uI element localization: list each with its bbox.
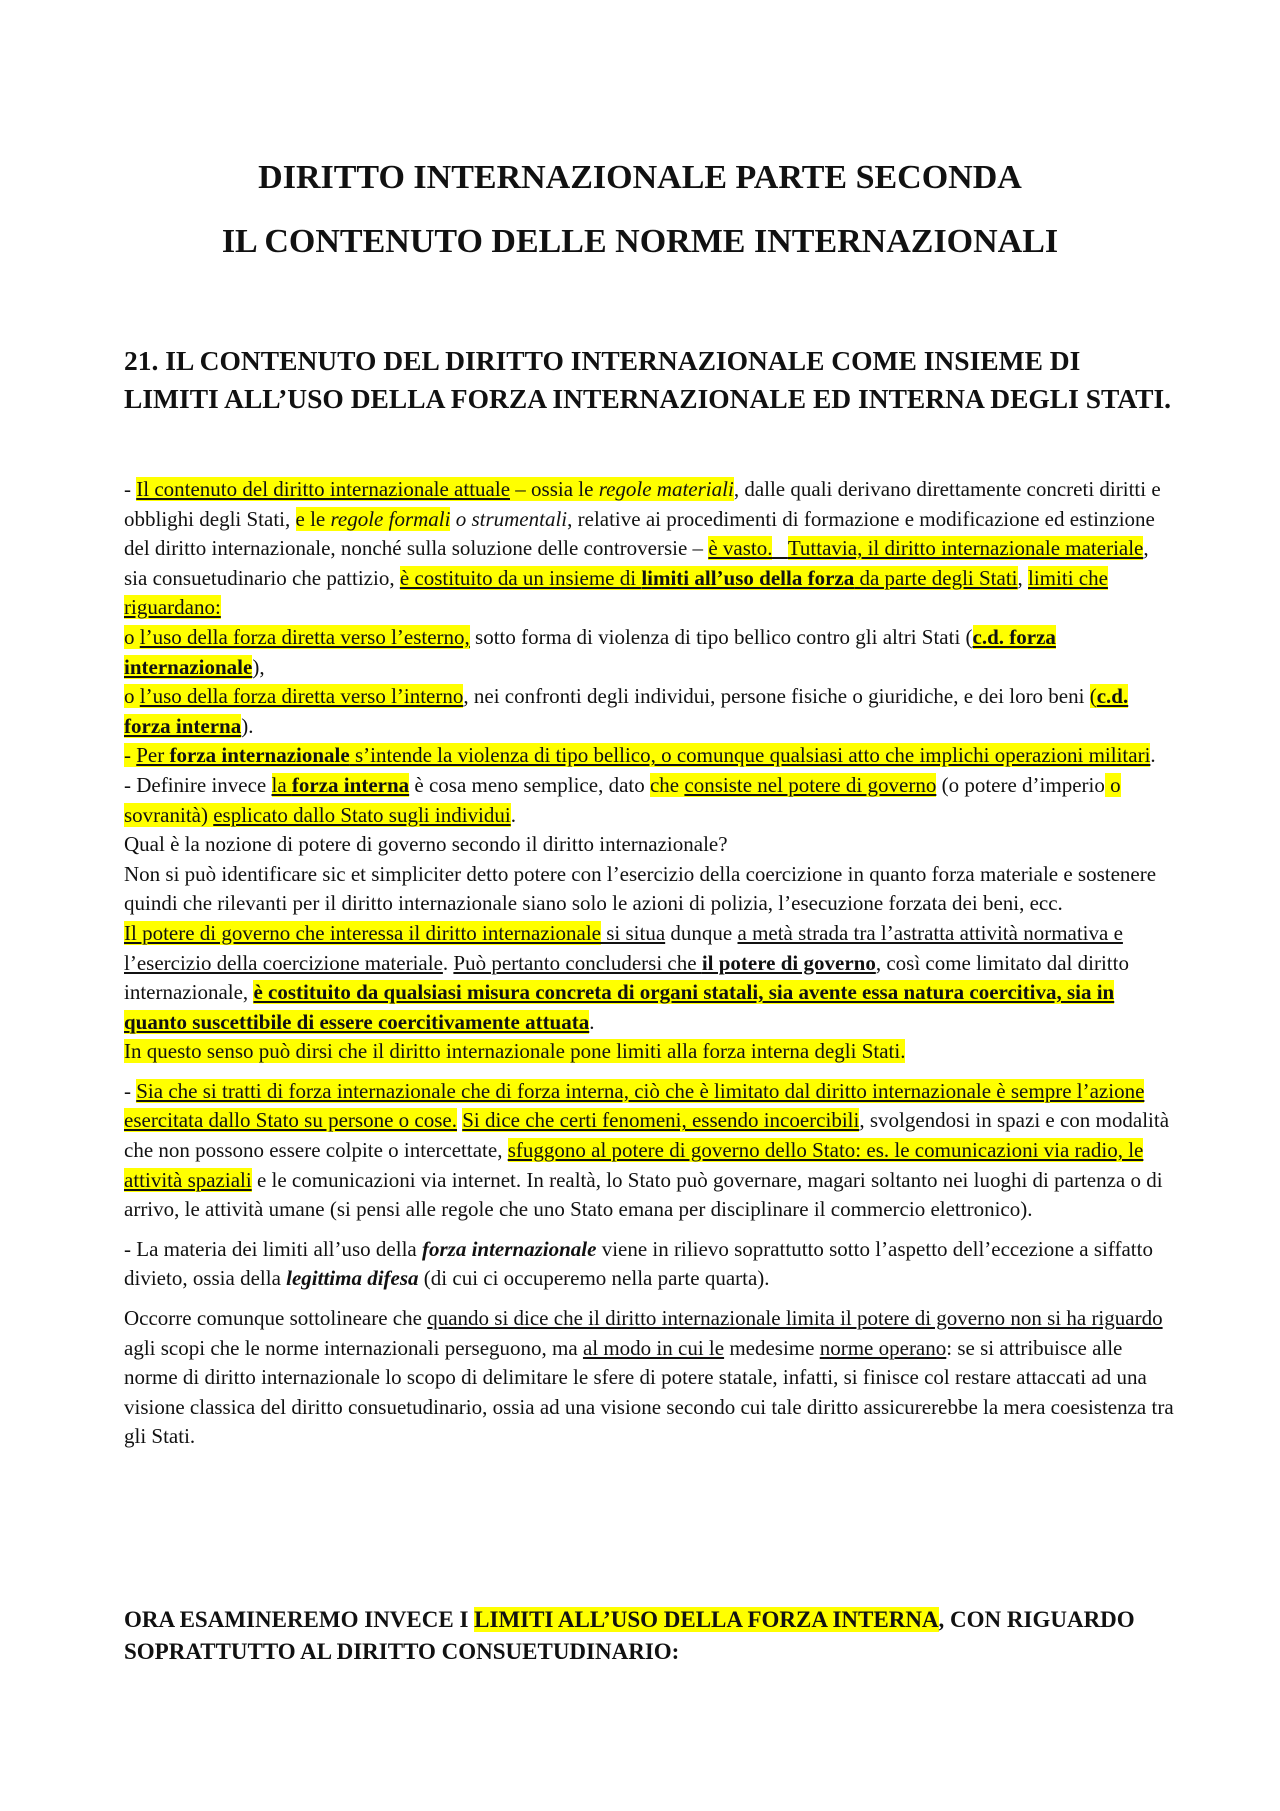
document-title: DIRITTO INTERNAZIONALE PARTE SECONDA <box>258 159 1022 196</box>
document-subtitle: IL CONTENUTO DELLE NORME INTERNAZIONALI <box>221 223 1059 260</box>
closing-heading: ORA ESAMINEREMO INVECE I LIMITI ALL’USO DELLA FORZA INTERNA, CON RIGUARDO SOPRATTUTTO AL DIRITTO CONSUETUDINARIO: <box>124 1607 1135 1664</box>
document-body <box>124 475 1174 1452</box>
paragraph-limits-action: - Sia che si tratti di forza internazionale che di forza interna, ciò che è limitato dal diritto internazionale è sempre l’azione esercitata dallo Stato su persone o cose. Si dice che certi fenomeni, essendo incoercibili, svolgendosi in spazi e con modalità che non possono essere colpite o intercettate, sfuggono al potere di governo dello Stato: es. le comunicazioni via radio, le attività spaziali e le comunicazioni via internet. In realtà, lo Stato può governare, magari soltanto nei luoghi di partenza o di arrivo, le attività umane (si pensi alle regole che uno Stato emana per disciplinare il commercio elettronico). <box>124 1078 1170 1222</box>
paragraph-governing-power: Il potere di governo che interessa il diritto internazionale si situa dunque a metà strada tra l’astratta attività normativa e l’esercizio della coercizione materiale. Può pertanto concludersi che il potere di governo, così come limitato dal diritto internazionale, è costituito da qualsiasi misura concreta di organi statali, sia avente essa natura coercitiva, sia in quanto suscettibile di essere coercitivamente attuata. <box>124 920 1129 1034</box>
paragraph-purposes: Occorre comunque sottolineare che quando si dice che il diritto internazionale limita il potere di governo non si ha riguardo agli scopi che le norme internazionali perseguono, ma al modo in cui le medesime norme operano: se si attribuisce alle norme di diritto internazionale lo scopo di delimitare le sfere di potere statale, infatti, si finisce col restare attaccati ad una visione classica del diritto consuetudinario, ossia ad una visione secondo cui tale diritto assicurerebbe la mera coesistenza tra gli Stati. <box>124 1306 1174 1449</box>
paragraph-international-force: - Per forza internazionale s’intende la violenza di tipo bellico, o comunque qualsiasi atto che implichi operazioni militari. <box>124 743 1156 768</box>
paragraph-conclusion: In questo senso può dirsi che il diritto internazionale pone limiti alla forza interna degli Stati. <box>124 1039 906 1064</box>
paragraph-internal-force: - Definire invece la forza interna è cosa meno semplice, dato che consiste nel potere di governo (o potere d’imperio o sovranità) esplicato dallo Stato sugli individui. <box>124 772 1121 827</box>
paragraph-self-defense: - La materia dei limiti all’uso della forza internazionale viene in rilievo soprattutto sotto l’aspetto dell’eccezione a siffatto divieto, ossia della legittima difesa (di cui ci occuperemo nella parte quarta). <box>124 1236 1153 1291</box>
paragraph-content: - Il contenuto del diritto internazionale attuale – ossia le regole materiali, dalle quali derivano direttamente concreti diritti e obblighi degli Stati, e le regole formali o strumentali, relative ai procedimenti di formazione e modificazione ed estinzione del diritto internazionale, nonché sulla soluzione delle controversie – è vasto. Tuttavia, il diritto internazionale materiale, sia consuetudinario che pattizio, è costituito da un insieme di limiti all’uso della forza da parte degli Stati, limiti che riguardano: <box>124 477 1161 620</box>
paragraph-question: Qual è la nozione di potere di governo secondo il diritto internazionale? <box>124 832 728 857</box>
list-item-external-force: o l’uso della forza diretta verso l’esterno, sotto forma di violenza di tipo bellico contro gli altri Stati (c.d. forza internazionale), <box>124 624 1056 679</box>
list-item-internal-force: o l’uso della forza diretta verso l’interno, nei confronti degli individui, persone fisiche o giuridiche, e dei loro beni (c.d. forza interna). <box>124 684 1129 738</box>
section-heading: 21. IL CONTENUTO DEL DIRITTO INTERNAZIONALE COME INSIEME DI LIMITI ALL’USO DELLA FORZA INTERNAZIONALE ED INTERNA DEGLI STATI. <box>124 345 1172 414</box>
paragraph-coercion: Non si può identificare sic et simpliciter detto potere con l’esercizio della coercizione in quanto forza materiale e sostenere quindi che rilevanti per il diritto internazionale siano solo le azioni di polizia, l’esecuzione forzata dei beni, ecc. <box>124 861 1157 916</box>
